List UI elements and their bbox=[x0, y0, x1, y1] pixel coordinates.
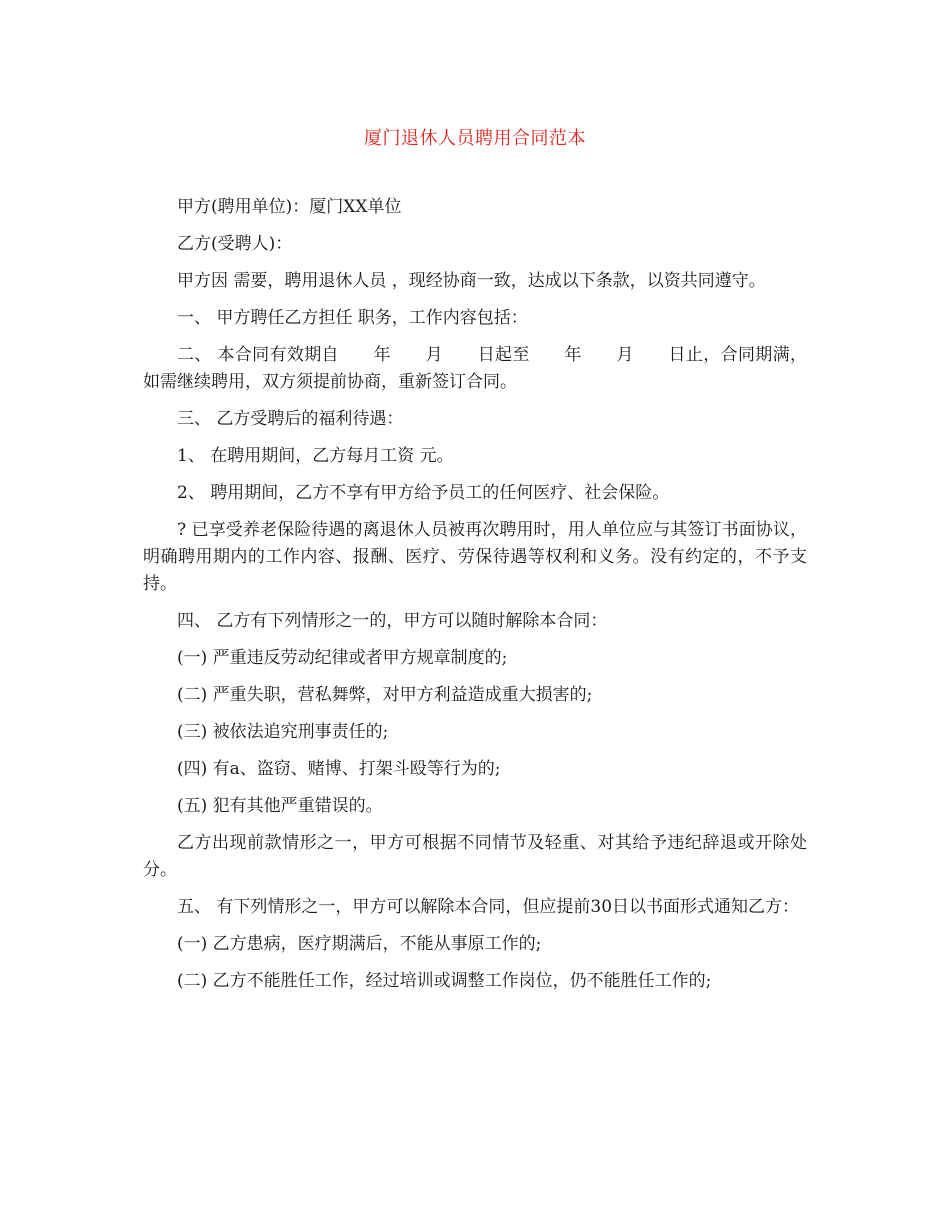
clause-3-note: ? 已享受养老保险待遇的离退休人员被再次聘用时，用人单位应与其签订书面协议，明确聘用期内的工作内容、报酬、医疗、劳保待遇等权利和义务。没有约定的，不予支持。 bbox=[143, 520, 807, 594]
clause-5-item-1: (一) 乙方患病，医疗期满后，不能从事原工作的; bbox=[177, 934, 542, 954]
clause-5-item-2: (二) 乙方不能胜任工作，经过培训或调整工作岗位，仍不能胜任工作的; bbox=[177, 971, 712, 991]
document-title: 厦门退休人员聘用合同范本 bbox=[364, 128, 586, 149]
clause-1: 一、 甲方聘任乙方担任 职务，工作内容包括： bbox=[177, 308, 528, 328]
preamble-paragraph: 甲方因 需要，聘用退休人员 ，现经协商一致，达成以下条款，以资共同遵守。 bbox=[177, 271, 766, 291]
clause-4-item-2: (二) 严重失职，营私舞弊，对甲方利益造成重大损害的; bbox=[177, 685, 593, 705]
party-a-line: 甲方(聘用单位)：厦门XX单位 bbox=[177, 197, 402, 217]
clause-4-item-5: (五) 犯有其他严重错误的。 bbox=[177, 796, 383, 816]
document-body bbox=[143, 194, 807, 1005]
clause-4-item-4: (四) 有a、盗窃、赌博、打架斗殴等行为的; bbox=[177, 759, 501, 779]
clause-5: 五、 有下列情形之一，甲方可以解除本合同，但应提前30日以书面形式通知乙方： bbox=[177, 897, 800, 917]
clause-3-item-2: 2、 聘用期间，乙方不享有甲方给予员工的任何医疗、社会保险。 bbox=[177, 483, 670, 503]
clause-4-item-3: (三) 被依法追究刑事责任的; bbox=[177, 722, 389, 742]
clause-2: 二、 本合同有效期自 年 月 日起至 年 月 日止，合同期满，如需继续聘用，双方须提前协商，重新签订合同。 bbox=[143, 345, 807, 392]
clause-4-item-1: (一) 严重违反劳动纪律或者甲方规章制度的; bbox=[177, 648, 508, 668]
party-b-line: 乙方(受聘人)： bbox=[177, 234, 293, 254]
clause-4: 四、 乙方有下列情形之一的，甲方可以随时解除本合同： bbox=[177, 611, 608, 631]
clause-3: 三、 乙方受聘后的福利待遇： bbox=[177, 409, 404, 429]
clause-3-item-1: 1、 在聘用期间，乙方每月工资 元。 bbox=[177, 446, 454, 466]
clause-4-consequence: 乙方出现前款情形之一，甲方可根据不同情节及轻重、对其给予违纪辞退或开除处分。 bbox=[143, 833, 807, 880]
